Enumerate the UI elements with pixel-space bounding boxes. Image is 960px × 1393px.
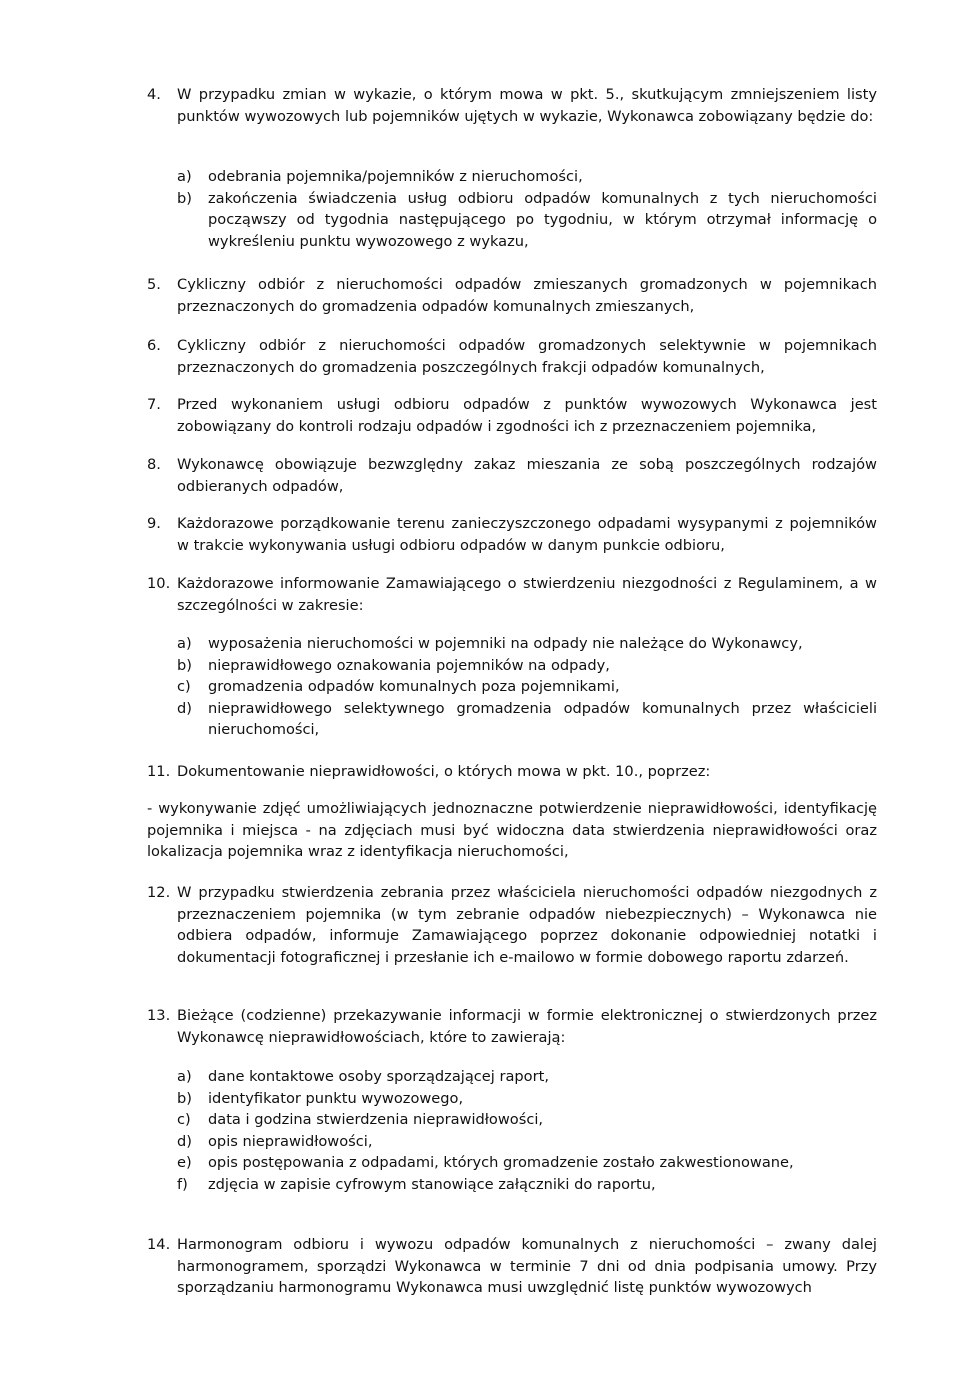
sub-item-text: opis postępowania z odpadami, których gromadzenie zostało zakwestionowane, — [208, 1154, 794, 1172]
sub-item-text: zakończenia świadczenia usług odbioru odpadów komunalnych z tych nieruchomości począwszy od tygodnia następującego po tygodniu, w którym otrzymał informację o wykreśleniu punktu wywozowego z wykazu, — [208, 189, 877, 250]
item-text: Każdorazowe informowanie Zamawiającego o stwierdzeniu niezgodności z Regulaminem, a w szczególności w zakresie: — [177, 575, 877, 614]
list-item-4 — [147, 84, 877, 127]
list-item-13 — [147, 1005, 877, 1048]
sub-item-letter: e) — [177, 1154, 192, 1172]
item-text: Wykonawcę obowiązuje bezwzględny zakaz mieszania ze sobą poszczególnych rodzajów odbieranych odpadów, — [177, 456, 877, 495]
sub-item — [177, 633, 877, 655]
item-number: 9. — [147, 515, 161, 532]
sub-item — [177, 655, 877, 677]
sub-item — [177, 1109, 877, 1131]
list-item-12 — [147, 882, 877, 968]
sub-item — [177, 698, 877, 741]
sub-item-text: opis nieprawidłowości, — [208, 1132, 373, 1150]
sub-item-text: gromadzenia odpadów komunalnych poza pojemnikami, — [208, 678, 620, 696]
list-item-7 — [147, 394, 877, 437]
sub-item — [177, 1088, 877, 1110]
dash-paragraph — [147, 798, 877, 863]
item-text: Dokumentowanie nieprawidłowości, o których mowa w pkt. 10., poprzez: — [177, 763, 711, 780]
sub-item-text: nieprawidłowego oznakowania pojemników na odpady, — [208, 656, 610, 674]
item-text: W przypadku stwierdzenia zebrania przez właściciela nieruchomości odpadów niezgodnych z przeznaczeniem pojemnika (w tym zebranie odpadów niebezpiecznych) – Wykonawca nie odbiera odpadów, informuje Zamawiającego poprzez dokonanie odpowiedniej notatki i dokumentacji fotograficznej i przesłanie ich e-mailowo w formie dobowego raportu zdarzeń. — [177, 884, 877, 966]
sub-item — [177, 1152, 877, 1174]
sub-item-letter: d) — [177, 1132, 192, 1150]
sub-item-text: dane kontaktowe osoby sporządzającej raport, — [208, 1068, 549, 1085]
item-text: W przypadku zmian w wykazie, o którym mowa w pkt. 5., skutkującym zmniejszeniem listy punktów wywozowych lub pojemników ujętych w wykazie, Wykonawca zobowiązany będzie do: — [177, 86, 877, 125]
sub-item-letter: c) — [177, 678, 191, 696]
list-item-5 — [147, 274, 877, 317]
sub-item-text: nieprawidłowego selektywnego gromadzenia odpadów komunalnych przez właścicieli nieruchomości, — [208, 699, 877, 739]
list-item-11 — [147, 761, 877, 783]
item-text: Harmonogram odbioru i wywozu odpadów komunalnych z nieruchomości – zwany dalej harmonogramem, sporządzi Wykonawca w terminie 7 dni od dnia podpisania umowy. Przy sporządzaniu harmonogramu Wykonawca musi uwzględnić listę punktów wywozowych — [177, 1236, 877, 1297]
list-item-8 — [147, 454, 877, 497]
sub-list-13 — [147, 1066, 877, 1196]
item-number: 13. — [147, 1007, 171, 1024]
sub-item-text: zdjęcia w zapisie cyfrowym stanowiące załączniki do raportu, — [208, 1175, 656, 1193]
sub-item-letter: d) — [177, 699, 192, 717]
item-number: 6. — [147, 337, 161, 354]
item-number: 11. — [147, 763, 171, 780]
dash-paragraph-text: - wykonywanie zdjęć umożliwiających jednoznaczne potwierdzenie nieprawidłowości, identyfikację pojemnika i miejsca - na zdjęciach musi być widoczna data stwierdzenia nieprawidłowości oraz lokalizacja pojemnika wraz z identyfikacja nieruchomości, — [147, 800, 877, 861]
item-number: 8. — [147, 456, 161, 473]
list-item-9 — [147, 513, 877, 556]
sub-item-text: odebrania pojemnika/pojemników z nieruchomości, — [208, 168, 583, 185]
item-text: Przed wykonaniem usługi odbioru odpadów z punktów wywozowych Wykonawca jest zobowiązany do kontroli rodzaju odpadów i zgodności ich z przeznaczeniem pojemnika, — [177, 396, 877, 435]
item-text: Cykliczny odbiór z nieruchomości odpadów gromadzonych selektywnie w pojemnikach przeznaczonych do gromadzenia poszczególnych frakcji odpadów komunalnych, — [177, 337, 877, 376]
sub-item — [177, 1174, 877, 1196]
list-item-14 — [147, 1234, 877, 1299]
sub-item-text: identyfikator punktu wywozowego, — [208, 1089, 464, 1107]
item-number: 10. — [147, 575, 171, 592]
item-number: 5. — [147, 276, 161, 293]
list-item-6 — [147, 335, 877, 378]
sub-list-10 — [147, 633, 877, 741]
sub-item-text: wyposażenia nieruchomości w pojemniki na odpady nie należące do Wykonawcy, — [208, 635, 803, 652]
sub-item-letter: a) — [177, 635, 192, 652]
list-item-10 — [147, 573, 877, 616]
sub-list-4 — [147, 166, 877, 252]
sub-item-letter: a) — [177, 1068, 192, 1085]
item-text: Cykliczny odbiór z nieruchomości odpadów zmieszanych gromadzonych w pojemnikach przeznaczonych do gromadzenia odpadów komunalnych zmieszanych, — [177, 276, 877, 315]
sub-item-text: data i godzina stwierdzenia nieprawidłowości, — [208, 1111, 544, 1129]
sub-item-letter: b) — [177, 656, 192, 674]
sub-item — [177, 1066, 877, 1088]
sub-item-letter: b) — [177, 189, 192, 207]
item-number: 7. — [147, 396, 161, 413]
item-number: 4. — [147, 86, 161, 103]
sub-item — [177, 1131, 877, 1153]
sub-item-letter: a) — [177, 168, 192, 185]
sub-item — [177, 166, 877, 188]
sub-item — [177, 188, 877, 253]
sub-item-letter: f) — [177, 1175, 188, 1193]
item-text: Bieżące (codzienne) przekazywanie informacji w formie elektronicznej o stwierdzonych przez Wykonawcę nieprawidłowościach, które to zawierają: — [177, 1007, 877, 1046]
item-text: Każdorazowe porządkowanie terenu zanieczyszczonego odpadami wysypanymi z pojemników w trakcie wykonywania usługi odbioru odpadów w danym punkcie odbioru, — [177, 515, 877, 554]
sub-item-letter: c) — [177, 1111, 191, 1129]
sub-item — [177, 676, 877, 698]
item-number: 12. — [147, 884, 171, 901]
item-number: 14. — [147, 1236, 171, 1253]
sub-item-letter: b) — [177, 1089, 192, 1107]
